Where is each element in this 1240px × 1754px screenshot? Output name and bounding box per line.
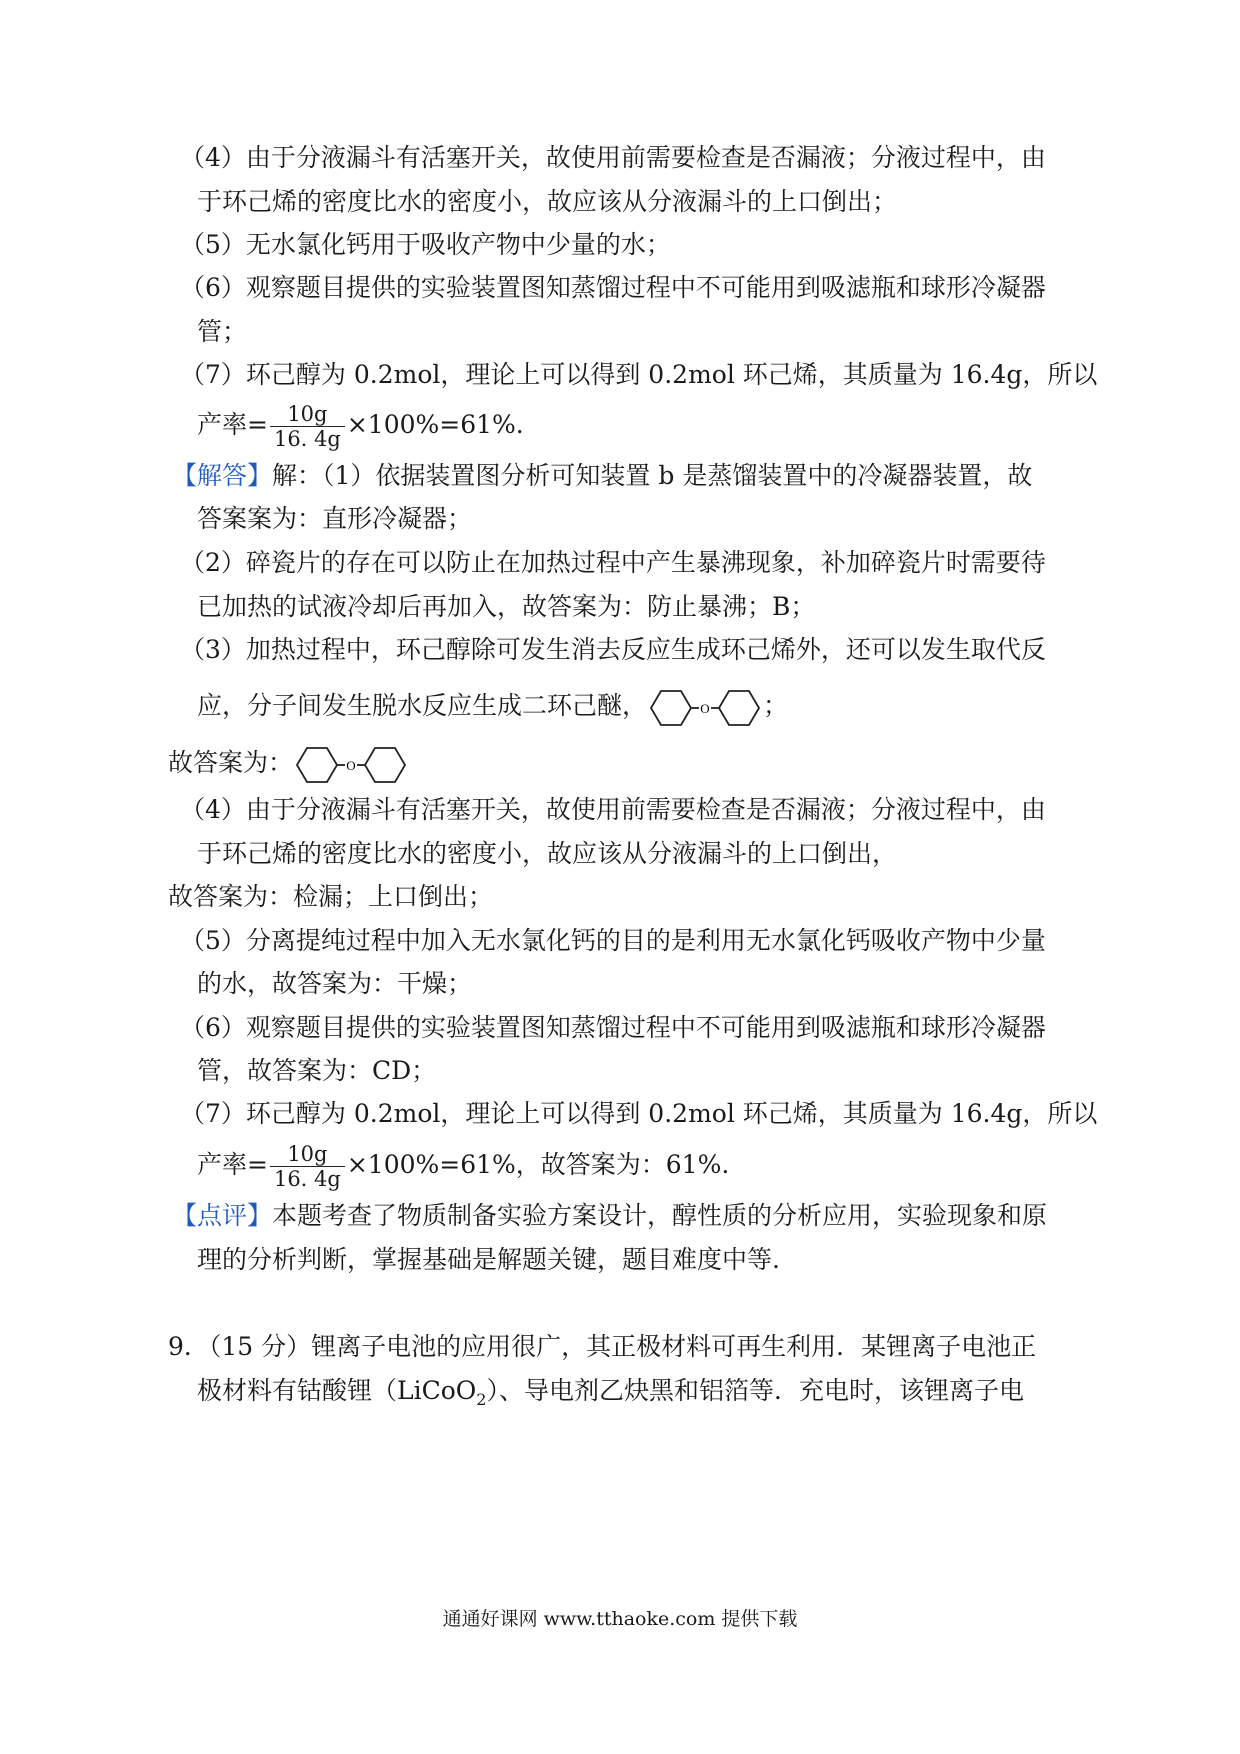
text-line: （6）观察题目提供的实验装置图知蒸馏过程中不可能用到吸滤瓶和球形冷凝器: [180, 273, 1046, 302]
formula-text: 极材料有钴酸锂（LiCoO: [197, 1376, 477, 1405]
fraction: [270, 1142, 345, 1191]
text-line: （5）分离提纯过程中加入无水氯化钙的目的是利用无水氯化钙吸收产物中少量: [180, 926, 1046, 955]
comment-line: [172, 1199, 1047, 1233]
formula-prefix: 产率=: [197, 1150, 268, 1179]
answer-structure-line: [168, 738, 409, 788]
text-line: （7）环己醇为 0.2mol，理论上可以得到 0.2mol 环己烯，其质量为 16.4g，所以: [180, 1099, 1098, 1128]
dicyclohexyl-ether-structure: [293, 743, 409, 787]
answer-text: 解：（1）依据装置图分析可知装置 b 是蒸馏装置中的冷凝器装置，故: [272, 461, 1033, 490]
answer-tag: 【解答】: [172, 461, 273, 490]
page-footer: 通通好课网 www.tthaoke.com 提供下载: [442, 1608, 798, 1630]
text-line: 管；: [197, 317, 248, 346]
yield-formula-line: [197, 1138, 729, 1192]
text-line: 理的分析判断，掌握基础是解题关键，题目难度中等.: [197, 1245, 780, 1274]
comment-tag: 【点评】: [172, 1201, 273, 1230]
formula-prefix: 产率=: [197, 410, 268, 439]
yield-formula-line: [197, 398, 524, 452]
answer-line: [172, 459, 1032, 493]
fraction: [270, 402, 345, 451]
dicyclohexyl-ether-structure: [647, 686, 763, 730]
fraction-numerator: 10g: [270, 402, 345, 427]
text-line: （4）由于分液漏斗有活塞开关，故使用前需要检查是否漏液；分液过程中，由: [180, 143, 1046, 172]
subscript: 2: [476, 1390, 487, 1409]
question-9-line: 9．（15 分）锂离子电池的应用很广，其正极材料可再生利用．某锂离子电池正: [168, 1332, 1037, 1361]
text-line: 故答案为：检漏；上口倒出；: [168, 882, 494, 911]
text-continuation: ）、导电剂乙炔黑和铝箔等．充电时，该锂离子电: [486, 1376, 1024, 1405]
answer-prefix: 故答案为：: [168, 748, 294, 777]
text-line: （5）无水氯化钙用于吸收产物中少量的水；: [180, 230, 671, 259]
text-line: [197, 1374, 1024, 1417]
text-line: 的水，故答案为：干燥；: [197, 969, 473, 998]
comment-text: 本题考查了物质制备实验方案设计，醇性质的分析应用，实验现象和原: [272, 1201, 1048, 1230]
oxygen-atom-label: O: [346, 757, 356, 773]
formula-suffix: ×100%=61%，故答案为：61%.: [346, 1150, 730, 1179]
text-line: （3）加热过程中，环己醇除可发生消去反应生成环己烯外，还可以发生取代反: [180, 635, 1046, 664]
ether-line: [197, 676, 788, 736]
text-line: 于环己烯的密度比水的密度小，故应该从分液漏斗的上口倒出；: [197, 187, 898, 216]
text-line: 于环己烯的密度比水的密度小，故应该从分液漏斗的上口倒出，: [197, 839, 898, 868]
text-line: 管，故答案为：CD；: [197, 1056, 437, 1085]
text-line: 已加热的试液冷却后再加入，故答案为：防止暴沸；B；: [197, 592, 816, 621]
ether-text: 应，分子间发生脱水反应生成二环己醚，: [197, 691, 648, 720]
text-line: （2）碎瓷片的存在可以防止在加热过程中产生暴沸现象，补加碎瓷片时需要待: [180, 548, 1046, 577]
text-line: （6）观察题目提供的实验装置图知蒸馏过程中不可能用到吸滤瓶和球形冷凝器: [180, 1013, 1046, 1042]
fraction-denominator: 16. 4g: [273, 1167, 341, 1191]
ether-line-end: ；: [763, 691, 789, 720]
formula-suffix: ×100%=61%.: [346, 410, 524, 439]
fraction-denominator: 16. 4g: [273, 427, 341, 451]
fraction-numerator: 10g: [270, 1142, 345, 1167]
text-line: 答案案为：直形冷凝器；: [197, 504, 473, 533]
oxygen-atom-label: O: [700, 700, 710, 716]
text-line: （4）由于分液漏斗有活塞开关，故使用前需要检查是否漏液；分液过程中，由: [180, 795, 1046, 824]
text-line: （7）环己醇为 0.2mol，理论上可以得到 0.2mol 环己烯，其质量为 16.4g，所以: [180, 360, 1098, 389]
